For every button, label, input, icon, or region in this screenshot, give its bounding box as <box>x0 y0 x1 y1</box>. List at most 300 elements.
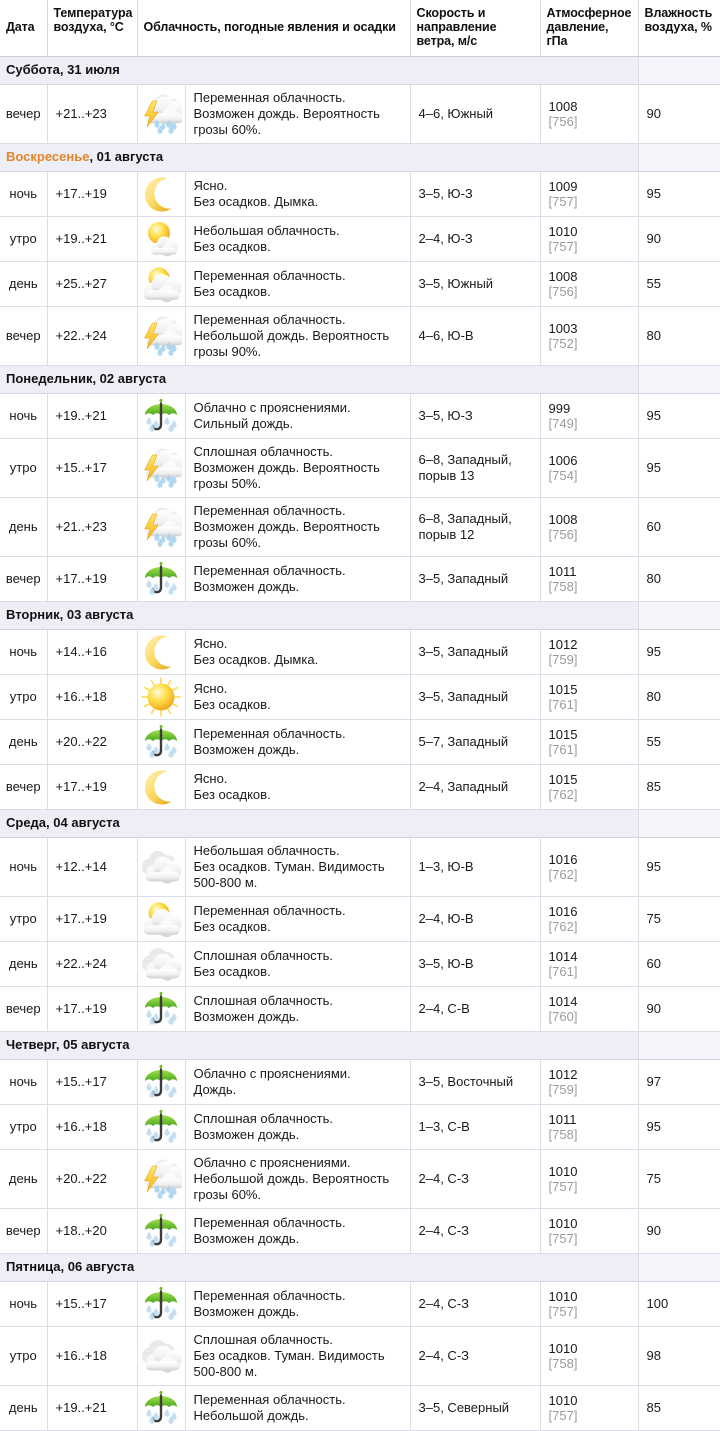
forecast-row <box>0 439 720 498</box>
pressure-cell <box>540 85 638 144</box>
pressure-cell <box>540 765 638 810</box>
pressure-mmhg: [760] <box>548 1009 578 1024</box>
daypart-cell: утро <box>0 897 47 942</box>
temperature-cell: +17..+19 <box>47 897 137 942</box>
wind-cell: 2–4, С-З <box>410 1209 540 1254</box>
forecast-row <box>0 1386 720 1431</box>
description-cell <box>185 307 410 366</box>
forecast-row <box>0 172 720 217</box>
temperature-cell: +12..+14 <box>47 838 137 897</box>
sun-icon <box>140 677 182 717</box>
temperature-cell: +17..+19 <box>47 987 137 1032</box>
cloud-icon <box>140 1336 182 1376</box>
weather-icon-cell <box>137 1282 185 1327</box>
sun-cloud-icon <box>140 264 182 304</box>
humidity-cell: 80 <box>638 557 720 602</box>
day-of-week: Суббота <box>6 62 60 77</box>
pressure-hpa: 1010 <box>548 1393 578 1408</box>
day-header-row <box>0 144 720 172</box>
pressure-hpa: 1010 <box>548 1289 578 1304</box>
humidity-cell: 85 <box>638 765 720 810</box>
umbrella-rain-icon <box>140 1388 182 1428</box>
humidity-cell: 95 <box>638 630 720 675</box>
umbrella-rain-icon <box>140 1107 182 1147</box>
pressure-cell <box>540 172 638 217</box>
humidity-cell: 75 <box>638 1150 720 1209</box>
description-line-1: Ясно. <box>193 636 228 651</box>
description-line-1: Переменная облачность. <box>193 726 346 741</box>
column-header-wind: Скорость и направление ветра, м/с <box>410 0 540 57</box>
humidity-cell: 95 <box>638 439 720 498</box>
daypart-cell: вечер <box>0 307 47 366</box>
weather-icon-cell <box>137 1105 185 1150</box>
umbrella-rain-icon <box>140 1284 182 1324</box>
daypart-cell: день <box>0 720 47 765</box>
description-cell <box>185 942 410 987</box>
forecast-row <box>0 942 720 987</box>
pressure-mmhg: [757] <box>548 239 578 254</box>
pressure-hpa: 1008 <box>548 99 578 114</box>
humidity-cell: 95 <box>638 1105 720 1150</box>
weather-icon-cell <box>137 897 185 942</box>
description-line-2: Без осадков. <box>193 919 271 934</box>
description-line-2: Возможен дождь. Вероятность грозы 60%. <box>193 519 380 550</box>
forecast-row <box>0 897 720 942</box>
pressure-hpa: 1015 <box>548 772 578 787</box>
forecast-row <box>0 394 720 439</box>
pressure-hpa: 1010 <box>548 224 578 239</box>
forecast-row <box>0 1150 720 1209</box>
column-header-clouds: Облачность, погодные явления и осадки <box>137 0 410 57</box>
cloud-icon <box>140 944 182 984</box>
pressure-hpa: 1010 <box>548 1164 578 1179</box>
day-date: , 06 августа <box>60 1259 135 1274</box>
weather-icon-cell <box>137 172 185 217</box>
description-line-1: Переменная облачность. <box>193 563 346 578</box>
description-cell <box>185 498 410 557</box>
description-line-2: Возможен дождь. <box>193 1009 300 1024</box>
pressure-cell <box>540 720 638 765</box>
pressure-hpa: 1003 <box>548 321 578 336</box>
description-line-2: Без осадков. <box>193 787 271 802</box>
day-of-week: Пятница <box>6 1259 61 1274</box>
umbrella-rain-icon <box>140 559 182 599</box>
day-date: , 04 августа <box>46 815 120 830</box>
moon-icon <box>140 632 182 672</box>
description-line-2: Без осадков. Дымка. <box>193 194 319 209</box>
weather-icon-cell <box>137 498 185 557</box>
pressure-cell <box>540 498 638 557</box>
wind-cell: 2–4, С-З <box>410 1150 540 1209</box>
description-cell <box>185 217 410 262</box>
daypart-cell: день <box>0 942 47 987</box>
pressure-hpa: 1010 <box>548 1216 578 1231</box>
daypart-cell: ночь <box>0 394 47 439</box>
pressure-mmhg: [749] <box>548 416 578 431</box>
daypart-cell: ночь <box>0 172 47 217</box>
description-line-1: Небольшая облачность. <box>193 223 340 238</box>
pressure-mmhg: [759] <box>548 652 578 667</box>
pressure-mmhg: [757] <box>548 1231 578 1246</box>
day-header-label <box>0 57 638 85</box>
umbrella-rain-icon <box>140 722 182 762</box>
day-of-week: Среда <box>6 815 47 830</box>
wind-cell: 3–5, Ю-З <box>410 172 540 217</box>
description-cell <box>185 394 410 439</box>
pressure-mmhg: [754] <box>548 468 578 483</box>
weather-icon-cell <box>137 557 185 602</box>
pressure-mmhg: [757] <box>548 1408 578 1423</box>
wind-cell: 2–4, С-З <box>410 1282 540 1327</box>
pressure-hpa: 1011 <box>548 564 577 579</box>
pressure-mmhg: [761] <box>548 964 578 979</box>
daypart-cell: утро <box>0 439 47 498</box>
description-line-2: Возможен дождь. <box>193 1127 300 1142</box>
description-line-1: Переменная облачность. <box>193 90 346 105</box>
daypart-cell: ночь <box>0 838 47 897</box>
forecast-row <box>0 675 720 720</box>
description-line-1: Переменная облачность. <box>193 503 346 518</box>
description-line-2: Без осадков. Туман. Видимость 500-800 м. <box>193 859 385 890</box>
forecast-row <box>0 1060 720 1105</box>
weather-icon-cell <box>137 1386 185 1431</box>
weather-icon-cell <box>137 85 185 144</box>
thunderstorm-rain-icon <box>140 94 182 134</box>
day-date: , 01 августа <box>89 149 164 164</box>
daypart-cell: вечер <box>0 987 47 1032</box>
pressure-hpa: 1006 <box>548 453 578 468</box>
day-header-row <box>0 57 720 85</box>
umbrella-rain-icon <box>140 396 182 436</box>
weather-icon-cell <box>137 942 185 987</box>
day-header-spacer <box>638 144 720 172</box>
daypart-cell: день <box>0 262 47 307</box>
daypart-cell: утро <box>0 217 47 262</box>
description-cell <box>185 172 410 217</box>
description-line-1: Переменная облачность. <box>193 1288 346 1303</box>
sun-cloud-icon <box>140 899 182 939</box>
pressure-mmhg: [762] <box>548 867 578 882</box>
day-header-spacer <box>638 810 720 838</box>
day-header-label <box>0 602 638 630</box>
description-line-1: Сплошная облачность. <box>193 948 334 963</box>
description-line-1: Переменная облачность. <box>193 903 346 918</box>
pressure-mmhg: [757] <box>548 1179 578 1194</box>
weather-icon-cell <box>137 838 185 897</box>
pressure-cell <box>540 675 638 720</box>
column-header-date: Дата <box>0 0 47 57</box>
pressure-mmhg: [752] <box>548 336 578 351</box>
forecast-row <box>0 1105 720 1150</box>
day-header-spacer <box>638 1254 720 1282</box>
forecast-row <box>0 217 720 262</box>
description-line-1: Ясно. <box>193 178 228 193</box>
day-date: , 31 июля <box>59 62 120 77</box>
description-cell <box>185 85 410 144</box>
thunderstorm-rain-icon <box>140 1159 182 1199</box>
description-cell <box>185 439 410 498</box>
weather-icon-cell <box>137 765 185 810</box>
daypart-cell: вечер <box>0 765 47 810</box>
description-line-1: Переменная облачность. <box>193 312 346 327</box>
description-cell <box>185 1386 410 1431</box>
pressure-cell <box>540 630 638 675</box>
humidity-cell: 90 <box>638 987 720 1032</box>
wind-cell: 2–4, С-В <box>410 987 540 1032</box>
description-line-1: Ясно. <box>193 681 228 696</box>
pressure-hpa: 1016 <box>548 852 578 867</box>
temperature-cell: +22..+24 <box>47 307 137 366</box>
weather-icon-cell <box>137 217 185 262</box>
daypart-cell: день <box>0 1150 47 1209</box>
pressure-mmhg: [761] <box>548 697 578 712</box>
forecast-row <box>0 498 720 557</box>
description-cell <box>185 557 410 602</box>
pressure-cell <box>540 1150 638 1209</box>
pressure-cell <box>540 1282 638 1327</box>
wind-cell: 1–3, Ю-В <box>410 838 540 897</box>
forecast-row <box>0 85 720 144</box>
description-cell <box>185 630 410 675</box>
column-header-temperature: Температура воздуха, °C <box>47 0 137 57</box>
pressure-cell <box>540 1386 638 1431</box>
day-header-label <box>0 144 638 172</box>
forecast-row <box>0 262 720 307</box>
description-line-1: Облачно с прояснениями. <box>193 1066 351 1081</box>
daypart-cell: утро <box>0 1327 47 1386</box>
wind-cell: 3–5, Западный <box>410 675 540 720</box>
description-line-1: Переменная облачность. <box>193 1215 346 1230</box>
weather-icon-cell <box>137 1209 185 1254</box>
pressure-mmhg: [757] <box>548 194 578 209</box>
weather-icon-cell <box>137 720 185 765</box>
wind-cell: 3–5, Северный <box>410 1386 540 1431</box>
wind-cell: 3–5, Восточный <box>410 1060 540 1105</box>
forecast-row <box>0 1209 720 1254</box>
pressure-mmhg: [756] <box>548 114 578 129</box>
day-date: , 05 августа <box>55 1037 130 1052</box>
day-of-week: Понедельник <box>6 371 93 386</box>
description-line-2: Возможен дождь. <box>193 579 300 594</box>
description-line-2: Без осадков. <box>193 964 271 979</box>
day-header-row <box>0 1254 720 1282</box>
day-header-spacer <box>638 1032 720 1060</box>
temperature-cell: +19..+21 <box>47 394 137 439</box>
day-header-label <box>0 1032 638 1060</box>
daypart-cell: ночь <box>0 1060 47 1105</box>
pressure-hpa: 1014 <box>548 949 578 964</box>
temperature-cell: +17..+19 <box>47 172 137 217</box>
column-header-pressure: Атмосферное давление, гПа <box>540 0 638 57</box>
weather-icon-cell <box>137 307 185 366</box>
pressure-cell <box>540 1060 638 1105</box>
humidity-cell: 75 <box>638 897 720 942</box>
forecast-row <box>0 987 720 1032</box>
pressure-cell <box>540 439 638 498</box>
daypart-cell: день <box>0 498 47 557</box>
pressure-cell <box>540 897 638 942</box>
pressure-mmhg: [757] <box>548 1304 578 1319</box>
description-line-1: Сплошная облачность. <box>193 1332 334 1347</box>
description-line-1: Небольшая облачность. <box>193 843 340 858</box>
temperature-cell: +19..+21 <box>47 217 137 262</box>
temperature-cell: +14..+16 <box>47 630 137 675</box>
day-of-week: Вторник <box>6 607 60 622</box>
description-line-1: Сплошная облачность. <box>193 1111 334 1126</box>
humidity-cell: 90 <box>638 85 720 144</box>
weather-icon-cell <box>137 1150 185 1209</box>
temperature-cell: +15..+17 <box>47 1060 137 1105</box>
description-line-1: Сплошная облачность. <box>193 993 334 1008</box>
description-line-2: Без осадков. <box>193 239 271 254</box>
thunderstorm-rain-icon <box>140 316 182 356</box>
temperature-cell: +21..+23 <box>47 498 137 557</box>
wind-cell: 6–8, Западный, порыв 13 <box>410 439 540 498</box>
description-cell <box>185 1282 410 1327</box>
wind-cell: 3–5, Южный <box>410 262 540 307</box>
day-header-label <box>0 366 638 394</box>
humidity-cell: 55 <box>638 262 720 307</box>
description-line-2: Возможен дождь. Вероятность грозы 50%. <box>193 460 380 491</box>
pressure-cell <box>540 217 638 262</box>
pressure-hpa: 1014 <box>548 994 578 1009</box>
day-header-spacer <box>638 57 720 85</box>
temperature-cell: +16..+18 <box>47 675 137 720</box>
temperature-cell: +22..+24 <box>47 942 137 987</box>
humidity-cell: 85 <box>638 1386 720 1431</box>
pressure-mmhg: [758] <box>548 1356 578 1371</box>
umbrella-rain-icon <box>140 1211 182 1251</box>
day-header-row <box>0 1032 720 1060</box>
day-header-label <box>0 1254 638 1282</box>
temperature-cell: +25..+27 <box>47 262 137 307</box>
temperature-cell: +16..+18 <box>47 1105 137 1150</box>
temperature-cell: +20..+22 <box>47 1150 137 1209</box>
forecast-row <box>0 557 720 602</box>
pressure-hpa: 999 <box>548 401 571 416</box>
weather-icon-cell <box>137 1060 185 1105</box>
forecast-row <box>0 1282 720 1327</box>
wind-cell: 3–5, Ю-З <box>410 394 540 439</box>
weather-icon-cell <box>137 394 185 439</box>
description-line-1: Переменная облачность. <box>193 1392 346 1407</box>
cloud-icon <box>140 847 182 887</box>
pressure-mmhg: [762] <box>548 919 578 934</box>
description-line-2: Без осадков. <box>193 284 271 299</box>
pressure-cell <box>540 262 638 307</box>
description-line-2: Сильный дождь. <box>193 416 294 431</box>
description-cell <box>185 262 410 307</box>
description-cell <box>185 838 410 897</box>
humidity-cell: 55 <box>638 720 720 765</box>
pressure-hpa: 1011 <box>548 1112 577 1127</box>
forecast-row <box>0 1327 720 1386</box>
forecast-row <box>0 307 720 366</box>
day-header-spacer <box>638 602 720 630</box>
humidity-cell: 100 <box>638 1282 720 1327</box>
moon-icon <box>140 767 182 807</box>
humidity-cell: 90 <box>638 217 720 262</box>
wind-cell: 2–4, Ю-З <box>410 217 540 262</box>
temperature-cell: +15..+17 <box>47 1282 137 1327</box>
thunderstorm-rain-icon <box>140 448 182 488</box>
wind-cell: 3–5, Ю-В <box>410 942 540 987</box>
pressure-hpa: 1016 <box>548 904 578 919</box>
humidity-cell: 60 <box>638 498 720 557</box>
daypart-cell: ночь <box>0 630 47 675</box>
humidity-cell: 80 <box>638 675 720 720</box>
thunderstorm-rain-icon <box>140 507 182 547</box>
temperature-cell: +20..+22 <box>47 720 137 765</box>
pressure-hpa: 1012 <box>548 1067 578 1082</box>
table-header <box>0 0 720 57</box>
daypart-cell: день <box>0 1386 47 1431</box>
description-line-2: Без осадков. <box>193 697 271 712</box>
pressure-cell <box>540 838 638 897</box>
forecast-row <box>0 765 720 810</box>
pressure-hpa: 1012 <box>548 637 578 652</box>
humidity-cell: 95 <box>638 172 720 217</box>
temperature-cell: +15..+17 <box>47 439 137 498</box>
description-line-1: Облачно с прояснениями. <box>193 400 351 415</box>
pressure-hpa: 1009 <box>548 179 578 194</box>
day-date: , 02 августа <box>92 371 167 386</box>
description-cell <box>185 675 410 720</box>
description-cell <box>185 1327 410 1386</box>
wind-cell: 3–5, Западный <box>410 557 540 602</box>
pressure-cell <box>540 307 638 366</box>
description-line-2: Небольшой дождь. Вероятность грозы 90%. <box>193 328 390 359</box>
day-of-week: Воскресенье <box>6 149 90 164</box>
description-line-2: Дождь. <box>193 1082 237 1097</box>
pressure-mmhg: [762] <box>548 787 578 802</box>
daypart-cell: вечер <box>0 85 47 144</box>
pressure-mmhg: [759] <box>548 1082 578 1097</box>
pressure-hpa: 1010 <box>548 1341 578 1356</box>
humidity-cell: 95 <box>638 838 720 897</box>
day-of-week: Четверг <box>6 1037 56 1052</box>
forecast-row <box>0 630 720 675</box>
description-cell <box>185 720 410 765</box>
daypart-cell: утро <box>0 1105 47 1150</box>
humidity-cell: 80 <box>638 307 720 366</box>
humidity-cell: 95 <box>638 394 720 439</box>
daypart-cell: вечер <box>0 557 47 602</box>
pressure-cell <box>540 942 638 987</box>
humidity-cell: 97 <box>638 1060 720 1105</box>
daypart-cell: утро <box>0 675 47 720</box>
description-cell <box>185 765 410 810</box>
weather-icon-cell <box>137 630 185 675</box>
description-line-2: Небольшой дождь. <box>193 1408 309 1423</box>
pressure-mmhg: [761] <box>548 742 578 757</box>
pressure-cell <box>540 1209 638 1254</box>
description-cell <box>185 1105 410 1150</box>
description-line-2: Без осадков. Дымка. <box>193 652 319 667</box>
description-cell <box>185 897 410 942</box>
day-header-row <box>0 366 720 394</box>
pressure-mmhg: [758] <box>548 579 578 594</box>
pressure-cell <box>540 1327 638 1386</box>
day-date: , 03 августа <box>59 607 134 622</box>
wind-cell: 3–5, Западный <box>410 630 540 675</box>
weather-icon-cell <box>137 1327 185 1386</box>
table-body <box>0 57 720 1431</box>
wind-cell: 2–4, С-З <box>410 1327 540 1386</box>
weather-icon-cell <box>137 675 185 720</box>
day-header-row <box>0 602 720 630</box>
forecast-row <box>0 838 720 897</box>
